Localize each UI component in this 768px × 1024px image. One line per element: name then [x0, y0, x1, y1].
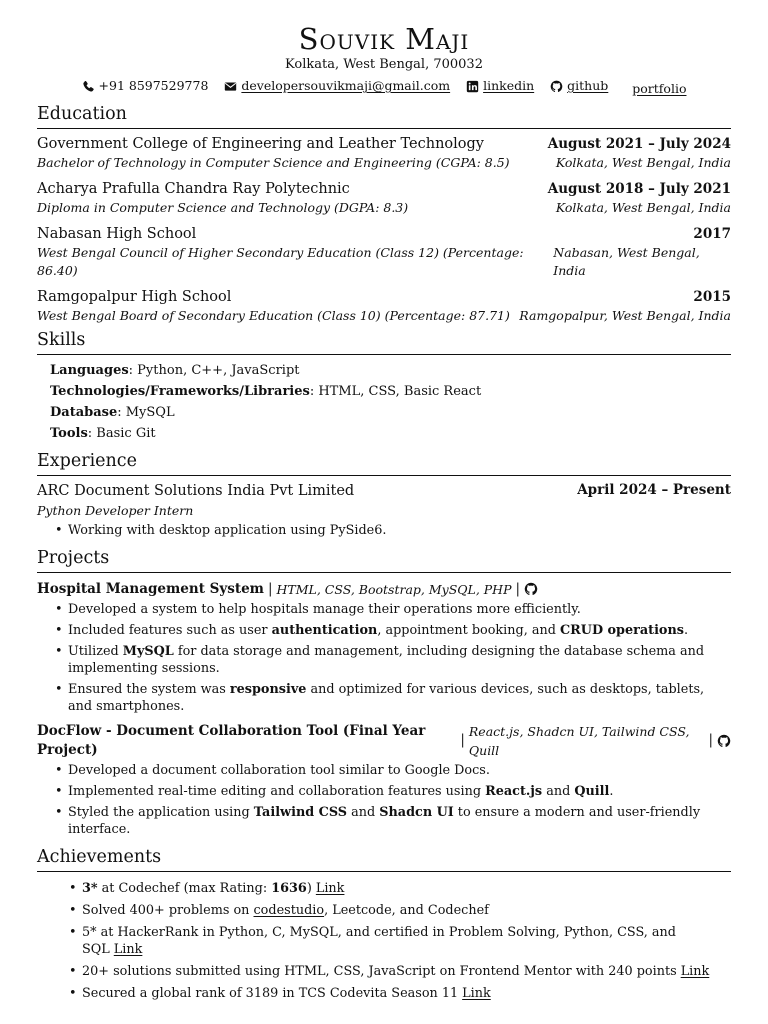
project-tech: React.js, Shadcn UI, Tailwind CSS, Quill	[468, 723, 690, 758]
linkedin-link[interactable]: linkedin	[483, 78, 535, 93]
list-item: • Developed a system to help hospitals manage their operations more efficiently.	[68, 601, 731, 618]
section-title-achievements: Achievements	[37, 846, 731, 872]
list-item: • Secured a global rank of 3189 in TCS Codevita Season 11 Link	[82, 985, 731, 1002]
skill-value: : MySQL	[117, 404, 175, 420]
skill-line	[50, 423, 731, 444]
skill-line	[50, 402, 731, 423]
resume-header	[37, 22, 731, 97]
candidate-name: Souvik Maji	[298, 22, 470, 56]
school-name: Ramgopalpur High School	[37, 288, 232, 305]
list-item: • 3* at Codechef (max Rating: 1636) Link	[82, 880, 731, 897]
project-header	[37, 580, 731, 599]
edu-location: Nabasan, West Bengal, India	[553, 244, 700, 278]
edu-location: Ramgopalpur, West Bengal, India	[519, 307, 731, 323]
edu-location: Kolkata, West Bengal, India	[555, 154, 731, 170]
list-item: • Included features such as user authentication, appointment booking, and CRUD operations.	[68, 622, 731, 639]
skill-value: : Python, C++, JavaScript	[128, 362, 300, 378]
github-icon	[550, 80, 563, 93]
list-item: • Utilized MySQL for data storage and management, including designing the database schema and implementing sessions.	[68, 643, 731, 677]
education-entry	[37, 225, 731, 280]
list-item: • Ensured the system was responsive and optimized for various devices, such as desktops, tablets, and smartphones.	[68, 681, 731, 715]
separator: |	[708, 732, 713, 748]
codevita-link[interactable]: Link	[462, 985, 491, 1001]
project-name: DocFlow - Document Collaboration Tool (Final Year Project)	[37, 722, 426, 758]
school-name: Nabasan High School	[37, 225, 197, 242]
skill-line	[50, 381, 731, 402]
section-title-skills: Skills	[37, 329, 731, 355]
company-name: ARC Document Solutions India Pvt Limited	[37, 482, 355, 499]
edu-dates: 2015	[693, 288, 731, 305]
frontend-mentor-link[interactable]: Link	[680, 963, 710, 979]
linkedin-contact[interactable]	[466, 78, 534, 94]
skill-label: Technologies/Frameworks/Libraries	[50, 383, 310, 399]
edu-location: Kolkata, West Bengal, India	[555, 199, 731, 215]
skill-line	[50, 360, 731, 381]
github-link[interactable]: github	[567, 78, 609, 93]
codestudio-link[interactable]: codestudio	[253, 902, 325, 918]
job-role: Python Developer Intern	[37, 502, 194, 518]
email-contact[interactable]	[224, 78, 450, 94]
exp-dates: April 2024 – Present	[577, 481, 731, 498]
education-section	[37, 103, 731, 325]
list-item: • Implemented real-time editing and collaboration features using React.js and Quill.	[68, 783, 731, 800]
linkedin-icon	[466, 80, 479, 93]
skill-value: : HTML, CSS, Basic React	[309, 383, 482, 399]
skills-section	[37, 329, 731, 444]
phone-number: +91 8597529778	[98, 78, 209, 93]
phone-contact	[82, 78, 209, 94]
mail-icon	[224, 80, 237, 93]
separator: |	[515, 580, 521, 597]
phone-icon	[82, 80, 95, 93]
hackerrank-link[interactable]: Link	[113, 941, 143, 957]
portfolio-contact[interactable]	[624, 81, 686, 97]
separator: |	[460, 732, 465, 748]
skill-value: : Basic Git	[87, 425, 156, 441]
edu-dates: August 2021 – July 2024	[547, 135, 731, 152]
education-entry	[37, 288, 731, 325]
project-name: Hospital Management System	[37, 580, 264, 597]
skill-label: Languages	[50, 362, 129, 378]
list-item: • Styled the application using Tailwind CSS and Shadcn UI to ensure a modern and user-friendly interface.	[68, 804, 731, 838]
project-header	[37, 722, 731, 760]
experience-section	[37, 450, 731, 539]
school-name: Government College of Engineering and Leather Technology	[37, 135, 484, 152]
codechef-link[interactable]: Link	[315, 880, 345, 896]
education-entry	[37, 180, 731, 217]
github-icon[interactable]	[717, 734, 731, 748]
degree: Diploma in Computer Science and Technology (DGPA: 8.3)	[37, 199, 409, 215]
github-contact[interactable]	[550, 78, 608, 94]
degree: Bachelor of Technology in Computer Science and Engineering (CGPA: 8.5)	[37, 154, 510, 170]
resume-page	[37, 22, 731, 1007]
project-tech: HTML, CSS, Bootstrap, MySQL, PHP	[276, 581, 512, 597]
list-item: • Developed a document collaboration tool similar to Google Docs.	[68, 762, 731, 779]
edu-dates: August 2018 – July 2021	[547, 180, 731, 197]
edu-dates: 2017	[693, 225, 731, 242]
section-title-education: Education	[37, 103, 731, 129]
list-item: • Solved 400+ problems on codestudio, Leetcode, and Codechef	[82, 902, 731, 919]
list-item: • 5* at HackerRank in Python, C, MySQL, and certified in Problem Solving, Python, CSS, and SQL Link	[82, 924, 731, 958]
list-item: • Working with desktop application using PySide6.	[68, 522, 731, 539]
degree: West Bengal Board of Secondary Education (Class 10) (Percentage: 87.71)	[37, 307, 510, 323]
section-title-projects: Projects	[37, 547, 731, 573]
separator: |	[267, 580, 273, 597]
education-entry	[37, 135, 731, 172]
skill-label: Tools	[50, 425, 88, 441]
projects-section	[37, 547, 731, 838]
github-icon[interactable]	[524, 582, 538, 596]
section-title-experience: Experience	[37, 450, 731, 476]
address: Kolkata, West Bengal, 700032	[285, 57, 483, 72]
portfolio-link[interactable]: portfolio	[632, 80, 687, 96]
skill-label: Database	[50, 404, 118, 420]
school-name: Acharya Prafulla Chandra Ray Polytechnic	[37, 180, 350, 197]
list-item: • 20+ solutions submitted using HTML, CSS, JavaScript on Frontend Mentor with 240 points Link	[82, 963, 731, 980]
degree: West Bengal Council of Higher Secondary Education (Class 12) (Percentage: 86.40)	[37, 244, 524, 278]
achievements-section	[37, 846, 731, 1002]
email-link[interactable]: developersouvikmaji@gmail.com	[241, 78, 451, 93]
contact-row	[37, 78, 731, 97]
